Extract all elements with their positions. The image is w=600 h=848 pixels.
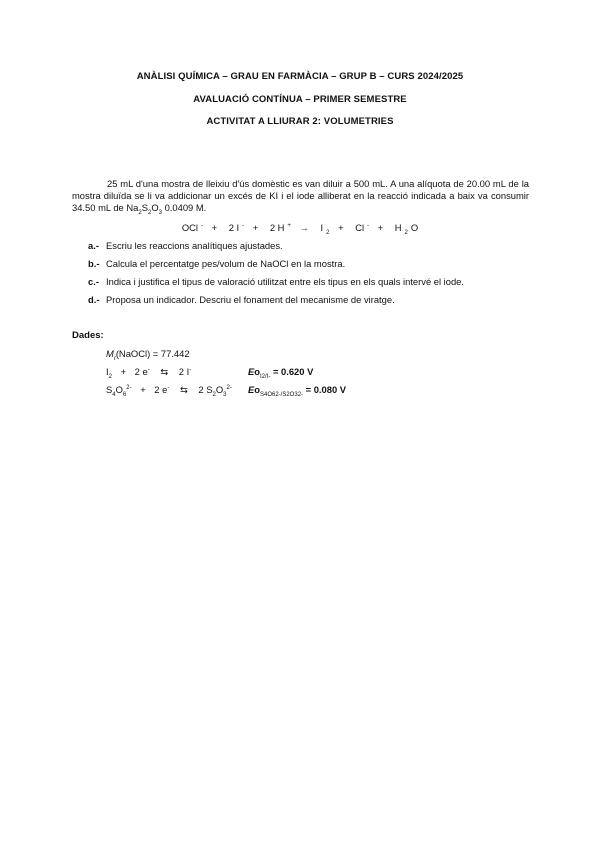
question-a: a.- Escriu les reaccions analítiques ajustades. xyxy=(88,240,283,251)
reaction-arrow: → xyxy=(299,222,309,233)
half-reaction-thiosulfate: $S_4O_6^{2-} + 2$ e- ⇆ 2 $S_2O_3^{2-}$ xyxy=(106,384,232,398)
question-b: b.- Calcula el percentatge pes/volum de NaOCl en la mostra. xyxy=(88,258,346,269)
molar-mass: $M_r(NaOCl) = 77.442$ xyxy=(106,348,190,362)
data-title: Dades: xyxy=(72,330,104,341)
question-d: d.- Proposa un indicador. Descriu el fonament del mecanisme de viratge. xyxy=(88,294,395,305)
header-activity: ACTIVITAT A LLIURAR 2: VOLUMETRIES xyxy=(206,116,394,127)
half-reaction-iodine: $I_2 + 2$ e- ⇆ 2 I- xyxy=(106,366,192,380)
reaction-equation: OCl - + 2 I - + 2 H + → I $_2$ + Cl - + H $_2$ O xyxy=(181,222,419,236)
header-course: ANÀLISI QUÍMICA – GRAU EN FARMÀCIA – GRUP B – CURS 2024/2025 xyxy=(136,71,464,82)
problem-statement: 25 mL d'una mostra de lleixiu d'ús domèstic es van diluir a 500 mL. A una alíquota de 20.00 mL de la mostra diluïda se li va addicionar un excés de KI i el iode alliberat en la reacció indicada a baix va consumir 34.50 mL de $Na_2S_2O_3$ 0.0409 M. xyxy=(72,178,529,216)
potential-thiosulfate: $Eo_{S4O62-/S2O32-} = 0.080$ V xyxy=(248,384,347,398)
question-c: c.- Indica i justifica el tipus de valoració utilitzat entre els tipus en els quals intervé el iode. xyxy=(88,276,465,287)
potential-iodine: $Eo_{I2/I-} = 0.620$ V xyxy=(248,366,314,380)
header-evaluation: AVALUACIÓ CONTÍNUA – PRIMER SEMESTRE xyxy=(193,94,407,105)
